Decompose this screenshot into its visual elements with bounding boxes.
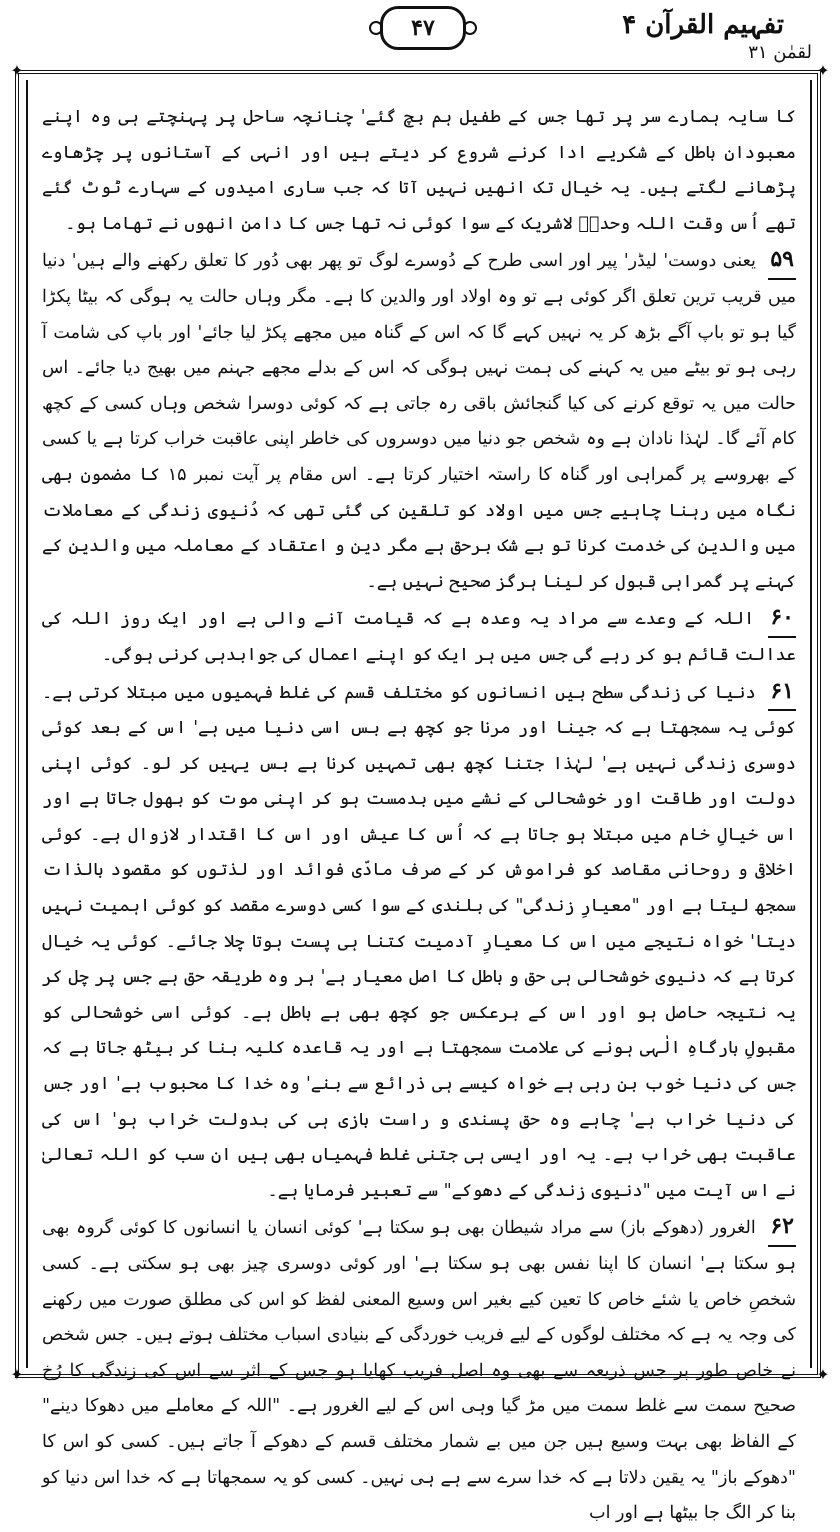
paragraph-text: کا سایہ ہمارے سر پر تھا جس کے طفیل ہم بچ گئے' چنانچہ ساحل پر پہنچتے ہی وہ اپنے معبودانِ باطل کے شکریے ادا کرنے شروع کر دیتے ہیں اور انہی کے آستانوں پر چڑھاوے پڑھانے لگتے ہیں۔ یہ خیال تک انھیں نہیں آتا کہ جب ساری امیدوں کے سہارے ٹوٹ گئے تھے اُس وقت اللہ وحدہٗ لاشریک کے سوا کوئی نہ تھا جس کا دامن انھوں نے تھاما ہو۔: [42, 107, 796, 234]
corner-ornament-icon: ✦: [10, 1365, 24, 1384]
paragraph-intro: [42, 100, 796, 242]
footnote-number: ۶۱: [768, 674, 796, 712]
surah-label: لقمٰن ۳۱: [748, 42, 812, 63]
footnote-number: ۶۲: [768, 1209, 796, 1247]
book-title: تفہیم القرآن ۴: [622, 10, 784, 40]
footnote-61: [42, 674, 796, 1210]
corner-ornament-icon: ✦: [816, 61, 830, 80]
paragraph-text: دنیا کی زندگی سطح بیں انسانوں کو مختلف قسم کی غلط فہمیوں میں مبتلا کرتی ہے۔ کوئی یہ سمجھتا ہے کہ جینا اور مرنا جو کچھ ہے بس اسی دنیا میں ہے' اس کے بعد کوئی دوسری زندگی نہیں ہے' لہٰذا جتنا کچھ بھی تمہیں کرنا ہے بس یہیں کر لو۔ کوئی اپنی دولت اور طاقت اور خوشحالی کے نشے میں بدمست ہو کر اپنی موت کو بھول جاتا ہے اور اس خیالِ خام میں مبتلا ہو جاتا ہے کہ اُس کا عیش اور اس کا اقتدار لازوال ہے۔ کوئی اخلاقی و روحانی مقاصد کو فراموش کر کے صرف مادّی فوائد اور لذتوں کو مقصود بالذات سمجھ لیتا ہے اور "معیارِ زندگی" کی بلندی کے سوا کسی دوسرے مقصد کو کوئی اہمیت نہیں دیتا' خواہ نتیجے میں اس کا معیارِ آدمیت کتنا ہی پست ہوتا چلا جائے۔ کوئی یہ خیال کرتا ہے کہ دنیوی خوشحالی ہی حق و باطل کا اصل معیار ہے' ہر وہ طریقہ حق ہے جس پر چل کر یہ نتیجہ حاصل ہو اور اس کے برعکس جو کچھ بھی ہے باطل ہے۔ کوئی اسی خوشحالی کو مقبولِ بارگاہِ الٰہی ہونے کی علامت سمجھتا ہے اور یہ قاعدہ کلیہ بنا کر بیٹھ جاتا ہے کہ جس کی دنیا خوب بن رہی ہے خواہ کیسے ہی ذرائع سے بنے' وہ خدا کا محبوب ہے' اور جس کی دنیا خراب ہے' چاہے وہ حق پسندی و راست بازی ہی کی بدولت خراب ہو' اس کی عاقبت بھی خراب ہے۔ یہ اور ایسی ہی جتنی غلط فہمیاں بھی ہیں ان سب کو اللہ تعالیٰ نے اس آیت میں "دنیوی زندگی کے دھوکے" سے تعبیر فرمایا ہے۔: [42, 682, 796, 1201]
paragraph-text: اللہ کے وعدے سے مراد یہ وعدہ ہے کہ قیامت آنے والی ہے اور ایک روز اللہ کی عدالت قائم ہو کر رہے گی جس میں ہر ایک کو اپنے اعمال کی جوابدہی کرنی ہوگی۔: [42, 609, 796, 665]
corner-ornament-icon: ✦: [10, 61, 24, 80]
paragraph-text: یعنی دوست' لیڈر' پیر اور اسی طرح کے دُوسرے لوگ تو پھر بھی دُور کا تعلق رکھنے والے ہیں' دنیا میں قریب ترین تعلق اگر کوئی ہے تو وہ اولاد اور والدین کا ہے۔ مگر وہاں حالت یہ ہوگی کہ بیٹا پکڑا گیا ہو تو باپ آگے بڑھ کر یہ نہیں کہے گا کہ اس کے گناہ میں مجھے پکڑ لیا جائے' اور باپ کی شامت آ رہی ہو تو بیٹے میں یہ کہنے کی ہمت نہیں ہوگی کہ اس کے بدلے مجھے جہنم میں بھیج دیا جائے۔ اس حالت میں یہ توقع کرنے کی کیا گنجائش باقی رہ جاتی ہے کہ کوئی دوسرا شخص وہاں کسی کے کچھ کام آئے گا۔ لہٰذا نادان ہے وہ شخص جو دنیا میں دوسروں کی خاطر اپنی عاقبت خراب کرتا ہے یا کسی کے بھروسے پر گمراہی اور گناہ کا راستہ اختیار کرتا ہے۔ اس مقام پر آیت نمبر ۱۵ کا مضمون بھی نگاہ میں رہنا چاہیے جس میں اولاد کو تلقین کی گئی تھی کہ دُنیوی زندگی کے معاملات میں والدین کی خدمت کرنا تو بے شک برحق ہے مگر دین و اعتقاد کے معاملہ میں والدین کے کہنے پر گمراہی قبول کر لینا ہرگز صحیح نہیں ہے۔: [42, 251, 796, 592]
footnote-59: [42, 242, 796, 600]
page-number-badge: [380, 6, 466, 50]
commentary-body: [42, 100, 796, 1524]
footnote-62: [42, 1209, 796, 1531]
footnote-60: [42, 600, 796, 673]
footnote-number: ۵۹: [768, 242, 796, 280]
paragraph-text: الغرور (دھوکے باز) سے مراد شیطان بھی ہو سکتا ہے' کوئی انسان یا انسانوں کا کوئی گروہ بھی ہو سکتا ہے' انسان کا اپنا نفس بھی ہو سکتا ہے' اور کوئی دوسری چیز بھی ہو سکتی ہے۔ کسی شخصِ خاص یا شئے خاص کا تعین کیے بغیر اس وسیع المعنی لفظ کو اس کی مطلق صورت میں رکھنے کی وجہ یہ ہے کہ مختلف لوگوں کے لیے فریب خوردگی کے بنیادی اسباب مختلف ہوتے ہیں۔ جس شخص نے خاص طور پر جس ذریعہ سے بھی وہ اصل فریب کھایا ہو جس کے اثر سے اس کی زندگی کا رُخ صحیح سمت سے غلط سمت میں مڑ گیا وہی اس کے لیے الغرور ہے۔ "اللہ کے معاملے میں دھوکا دینے" کے الفاظ بھی بہت وسیع ہیں جن میں بے شمار مختلف قسم کے دھوکے آ جاتے ہیں۔ کسی کو اس کا "دھوکے باز" یہ یقین دلاتا ہے کہ خدا سرے سے ہے ہی نہیں۔ کسی کو یہ سمجھاتا ہے کہ خدا اس دنیا کو بنا کر الگ جا بیٹھا ہے اور اب: [42, 1218, 796, 1524]
page-number: ۴۷: [411, 15, 435, 41]
corner-ornament-icon: ✦: [816, 1365, 830, 1384]
footnote-number: ۶۰: [768, 600, 796, 638]
